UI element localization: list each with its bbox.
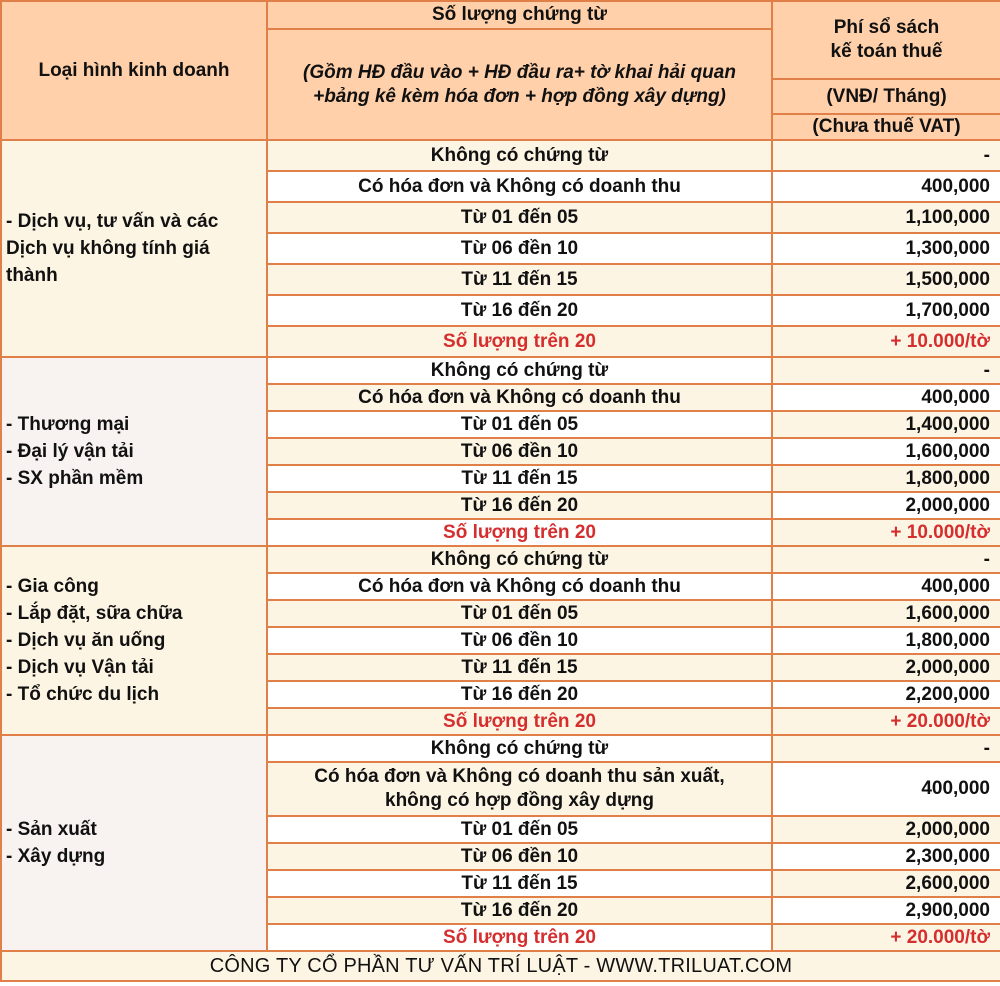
range-text: Từ 16 đến 20	[460, 494, 579, 516]
range-text: Từ 16 đến 20	[460, 899, 579, 921]
range-text: Số lượng trên 20	[443, 330, 596, 352]
category-item: - Xây dựng	[6, 846, 106, 867]
fee-value: 2,000,000	[772, 654, 1000, 681]
category-item: - Đại lý vận tải	[6, 441, 134, 462]
range-text: Từ 16 đến 20	[460, 299, 579, 321]
fee-value: 2,000,000	[772, 816, 1000, 843]
document-range-label	[267, 546, 772, 573]
fee-value: 2,900,000	[772, 897, 1000, 924]
range-text: Không có chứng từ	[430, 144, 609, 166]
document-range-label	[267, 843, 772, 870]
fee-value: 400,000	[772, 384, 1000, 411]
fee-value: 2,300,000	[772, 843, 1000, 870]
overflow-fee: + 20.000/tờ	[772, 708, 1000, 735]
range-text: Có hóa đơn và Không có doanh thu	[358, 575, 681, 597]
document-range-label	[267, 264, 772, 295]
document-range-label	[267, 171, 772, 202]
document-range-label	[267, 357, 772, 384]
fee-value: -	[772, 357, 1000, 384]
header-document-note	[267, 29, 772, 140]
fee-value: 1,600,000	[772, 600, 1000, 627]
range-text: Từ 11 đến 15	[461, 268, 578, 290]
category-item: - Sản xuất	[6, 819, 97, 840]
document-range-label	[267, 465, 772, 492]
range-text: Không có chứng từ	[430, 548, 609, 570]
category-item: thành	[6, 265, 58, 286]
category-item: - Dịch vụ, tư vấn và các	[6, 211, 219, 232]
table-row	[1, 140, 1000, 171]
fee-value: -	[772, 735, 1000, 762]
range-text: Từ 01 đến 05	[460, 413, 579, 435]
category-item: - Thương mại	[6, 414, 130, 435]
category-cell	[1, 735, 267, 951]
fee-value: 1,700,000	[772, 295, 1000, 326]
header-fee-vat: (Chưa thuế VAT)	[772, 114, 1000, 140]
fee-value: 400,000	[772, 171, 1000, 202]
range-text: Không có chứng từ	[430, 359, 609, 381]
category-item: Dịch vụ không tính giá	[6, 238, 210, 259]
range-text: Có hóa đơn và Không có doanh thu	[358, 386, 681, 408]
document-range-label	[267, 627, 772, 654]
category-item: - Dịch vụ ăn uống	[6, 630, 166, 651]
range-text: Số lượng trên 20	[443, 521, 596, 543]
header-business-type: Loại hình kinh doanh	[1, 1, 267, 140]
range-text-line2: không có hợp đồng xây dựng	[385, 790, 654, 811]
category-cell	[1, 140, 267, 357]
range-text: Từ 06 đền 10	[460, 845, 579, 867]
category-item: - Tổ chức du lịch	[6, 684, 160, 705]
fee-value: 1,600,000	[772, 438, 1000, 465]
document-range-label	[267, 573, 772, 600]
range-text: Có hóa đơn và Không có doanh thu	[358, 175, 681, 197]
category-cell	[1, 546, 267, 735]
overflow-rule-label	[267, 519, 772, 546]
table-row	[1, 357, 1000, 384]
document-range-label	[267, 735, 772, 762]
fee-value: 1,400,000	[772, 411, 1000, 438]
note-line1: (Gồm HĐ đầu vào + HĐ đầu ra+ tờ khai hải quan	[303, 61, 736, 83]
fee-value: 2,200,000	[772, 681, 1000, 708]
overflow-fee: + 20.000/tờ	[772, 924, 1000, 951]
footer-company: CÔNG TY CỔ PHẦN TƯ VẤN TRÍ LUẬT - WWW.TRILUAT.COM	[1, 951, 1000, 981]
range-text: Từ 01 đến 05	[460, 602, 579, 624]
overflow-fee: + 10.000/tờ	[772, 519, 1000, 546]
range-text: Số lượng trên 20	[443, 926, 596, 948]
fee-value: -	[772, 546, 1000, 573]
range-text: Từ 11 đến 15	[461, 872, 578, 894]
document-range-label	[267, 870, 772, 897]
category-item: - Gia công	[6, 576, 99, 597]
overflow-fee: + 10.000/tờ	[772, 326, 1000, 357]
range-text: Từ 11 đến 15	[461, 467, 578, 489]
fee-value: 2,600,000	[772, 870, 1000, 897]
fee-value: 1,800,000	[772, 465, 1000, 492]
fee-value: 1,800,000	[772, 627, 1000, 654]
document-range-label	[267, 681, 772, 708]
document-range-label	[267, 202, 772, 233]
fee-title-line2: kế toán thuế	[830, 41, 943, 62]
fee-value: 1,100,000	[772, 202, 1000, 233]
fee-value: 1,300,000	[772, 233, 1000, 264]
range-text: Từ 06 đền 10	[460, 237, 579, 259]
overflow-rule-label	[267, 708, 772, 735]
note-line2: +bảng kê kèm hóa đơn + hợp đồng xây dựng)	[313, 85, 726, 107]
table-row	[1, 546, 1000, 573]
document-range-label	[267, 654, 772, 681]
document-range-label	[267, 438, 772, 465]
fee-value: -	[772, 140, 1000, 171]
table-row	[1, 735, 1000, 762]
range-text: Từ 01 đến 05	[460, 818, 579, 840]
range-text: Số lượng trên 20	[443, 710, 596, 732]
document-range-label	[267, 762, 772, 816]
document-range-label	[267, 233, 772, 264]
category-cell	[1, 357, 267, 546]
fee-value: 400,000	[772, 762, 1000, 816]
header-document-count: Số lượng chứng từ	[267, 1, 772, 29]
category-item: - SX phần mềm	[6, 468, 144, 489]
fee-value: 2,000,000	[772, 492, 1000, 519]
header-fee-title	[772, 1, 1000, 79]
range-text: Từ 16 đến 20	[460, 683, 579, 705]
document-range-label	[267, 411, 772, 438]
range-text: Không có chứng từ	[430, 737, 609, 759]
document-range-label	[267, 295, 772, 326]
fee-title-line1: Phí sổ sách	[833, 17, 940, 38]
fee-value: 1,500,000	[772, 264, 1000, 295]
document-range-label	[267, 816, 772, 843]
document-range-label	[267, 897, 772, 924]
document-range-label	[267, 384, 772, 411]
fee-value: 400,000	[772, 573, 1000, 600]
overflow-rule-label	[267, 326, 772, 357]
overflow-rule-label	[267, 924, 772, 951]
category-item: - Dịch vụ Vận tải	[6, 657, 154, 678]
range-text: Từ 01 đến 05	[460, 206, 579, 228]
document-range-label	[267, 600, 772, 627]
document-range-label	[267, 492, 772, 519]
category-item: - Lắp đặt, sữa chữa	[6, 603, 183, 624]
range-text: Từ 06 đền 10	[460, 440, 579, 462]
range-text: Từ 11 đến 15	[461, 656, 578, 678]
document-range-label	[267, 140, 772, 171]
range-text: Có hóa đơn và Không có doanh thu sản xuất,	[314, 766, 725, 787]
header-fee-unit: (VNĐ/ Tháng)	[772, 79, 1000, 114]
range-text: Từ 06 đền 10	[460, 629, 579, 651]
